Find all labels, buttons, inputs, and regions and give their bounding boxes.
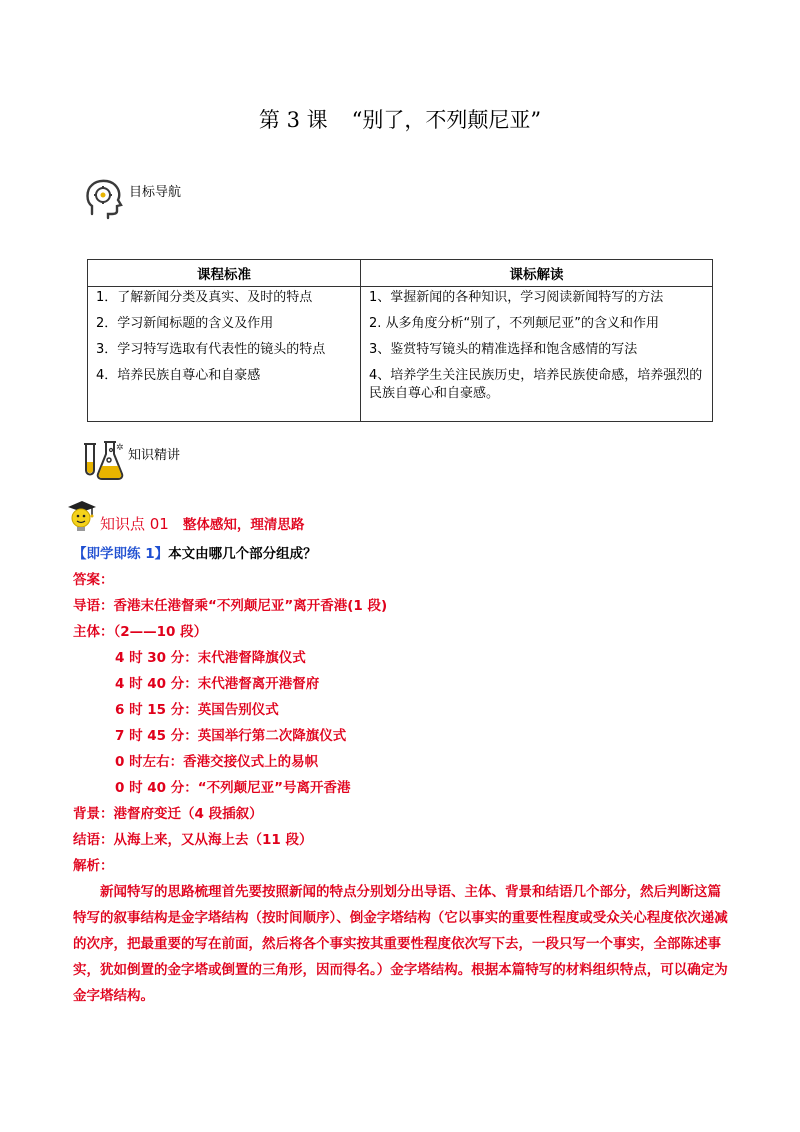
standard-item: 1．了解新闻分类及真实、及时的特点	[96, 290, 313, 305]
table-header-interpretation: 课标解读	[361, 260, 713, 287]
interpretation-cell	[361, 287, 713, 422]
answer-line: 0 时左右：香港交接仪式上的易帜	[115, 754, 319, 770]
knowledge-point-heading	[100, 513, 304, 534]
brain-head-icon	[82, 176, 126, 220]
table-header-standards: 课程标准	[88, 260, 361, 287]
answer-line: 导语：香港末任港督乘“不列颠尼亚”离开香港(1 段)	[73, 598, 388, 614]
answer-line: 0 时 40 分：“不列颠尼亚”号离开香港	[115, 780, 351, 796]
graduate-bulb-icon	[64, 498, 100, 534]
lesson-title: “别了，不列颠尼亚”	[351, 108, 542, 132]
answer-line: 4 时 30 分：末代港督降旗仪式	[115, 650, 306, 666]
sparkle-icon: ✲	[116, 443, 124, 453]
interpretation-item: 3、鉴赏特写镜头的精准选择和饱含感情的写法	[369, 342, 638, 357]
knowledge-point-subtitle: 整体感知，理清思路	[182, 517, 305, 533]
interpretation-item: 2. 从多角度分析“别了，不列颠尼亚”的含义和作用	[369, 316, 660, 331]
standard-item: 3．学习特写选取有代表性的镜头的特点	[96, 342, 326, 357]
lesson-number: 第 3 课	[258, 108, 328, 132]
answer-line: 6 时 15 分：英国告别仪式	[115, 702, 279, 718]
answer-label: 答案：	[73, 572, 114, 588]
standard-item: 2．学习新闻标题的含义及作用	[96, 316, 274, 331]
knowledge-point-label: 知识点 01	[100, 515, 169, 533]
exercise-question: 本文由哪几个部分组成？	[168, 546, 317, 562]
analysis-paragraph: 新闻特写的思路梳理首先要按照新闻的特点分别划分出导语、主体、背景和结语几个部分，然后判断这篇特写的叙事结构是金字塔结构（按时间顺序）、倒金字塔结构（它以事实的重要性程度或受众关心程度依次递减的次序，把最重要的写在前面，然后将各个事实按其重要性程度依次写下去，一段只写一个事实，全部陈述事实，犹如倒置的金字塔或倒置的三角形，因而得名。）金字塔结构。根据本篇特写的材料组织特点，可以确定为金字塔结构。	[73, 884, 728, 1004]
exercise-question-line	[73, 541, 317, 567]
standards-cell	[88, 287, 361, 422]
standards-table	[87, 259, 713, 422]
answer-line: 背景：港督府变迁（4 段插叙）	[73, 806, 263, 822]
analysis-label: 解析：	[73, 858, 114, 874]
answer-line: 主体：（2——10 段）	[73, 624, 208, 640]
answer-line: 7 时 45 分：英国举行第二次降旗仪式	[115, 728, 347, 744]
interpretation-item: 4、培养学生关注民族历史，培养民族使命感，培养强烈的民族自尊心和自豪感。	[369, 368, 703, 401]
goals-section-label: 目标导航	[129, 185, 182, 200]
answer-line: 结语：从海上来，又从海上去（11 段）	[73, 832, 313, 848]
exercise-tag: 【即学即练 1】	[73, 546, 169, 562]
answer-line: 4 时 40 分：末代港督离开港督府	[115, 676, 320, 692]
knowledge-section-label: 知识精讲	[128, 448, 181, 463]
standard-item: 4．培养民族自尊心和自豪感	[96, 368, 261, 383]
interpretation-item: 1、掌握新闻的各种知识，学习阅读新闻特写的方法	[369, 290, 664, 305]
page-title	[0, 104, 800, 134]
